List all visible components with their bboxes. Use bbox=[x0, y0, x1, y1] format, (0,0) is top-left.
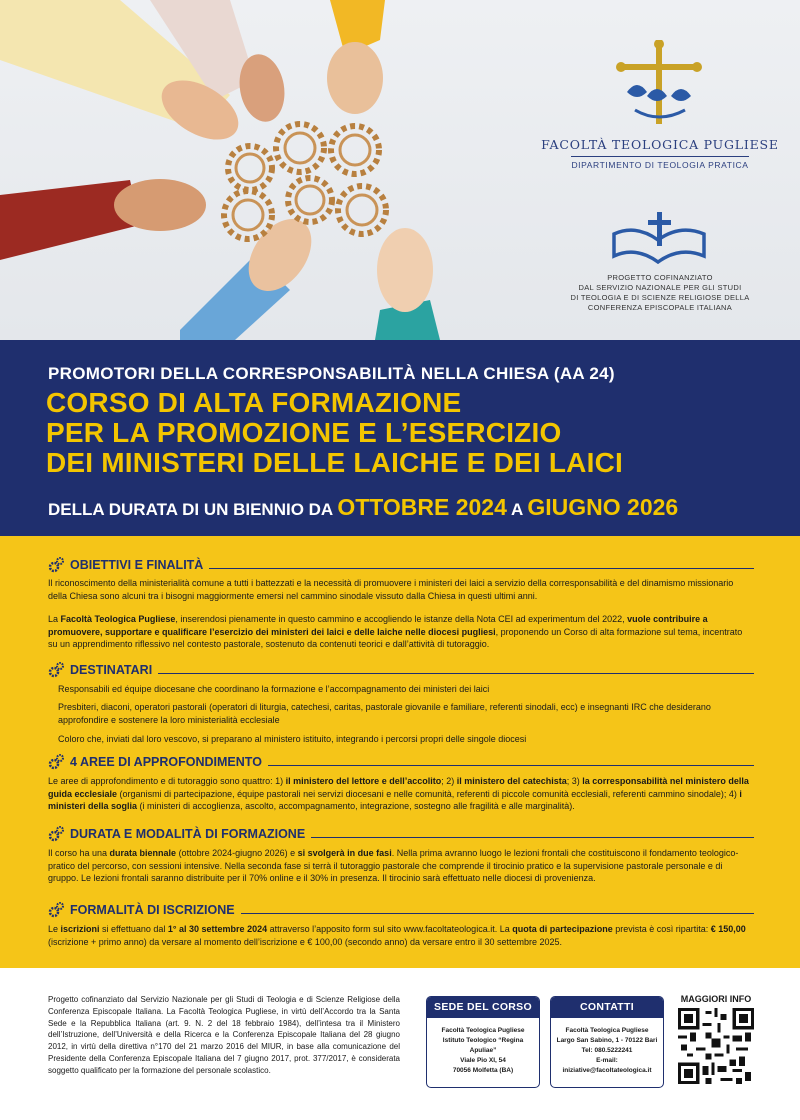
section-divider bbox=[158, 673, 754, 674]
destinatari-item: Presbiteri, diaconi, operatori pastorali (operatori di liturgia, catechesi, caritas, pastorale giovanile e familiare, referenti sinodali, ecc) e insegnanti IRC che desiderano approfondire e sostenere la loro ministerialità ecclesiale bbox=[58, 702, 711, 725]
destinatari-item: Responsabili ed équipe diocesane che coordinano la formazione e l’accompagnamento dei ministeri dei laici bbox=[58, 684, 490, 694]
project-logo bbox=[560, 212, 760, 313]
section-divider bbox=[209, 568, 754, 569]
contact-email[interactable]: E-mail: iniziative@facoltateologica.it bbox=[562, 1057, 652, 1074]
gears-icon bbox=[48, 902, 64, 918]
durata-paragraph: Il corso ha una durata biennale (ottobre 2024-giugno 2026) e si svolgerà in due fasi. Nella prima avranno luogo le lezioni frontali che costituiscono il fondamento teologico-pratico del percorso, con sessioni intensive. Nella seconda fase si terrà il tutoraggio pastorale che comprende il tirocinio pratico e la supervisione pastorale personale e di gruppo. Le lezioni frontali saranno distribuite per il 70% online e il 30% in presenza. Il tirocinio sarà effettuato nelle diocesi di provenienza. bbox=[48, 848, 739, 883]
section-header-aree: 4 AREE DI APPROFONDIMENTO bbox=[48, 754, 754, 770]
contatti-box bbox=[550, 996, 664, 1088]
qr-code-icon[interactable] bbox=[678, 1008, 754, 1084]
sede-title: SEDE DEL CORSO bbox=[427, 997, 539, 1018]
cross-doves-icon bbox=[605, 40, 715, 130]
gears-icon bbox=[48, 826, 64, 842]
gears-icon bbox=[48, 557, 64, 573]
faculty-logo bbox=[540, 40, 780, 173]
sede-address: Facoltà Teologica Pugliese Istituto Teologico “Regina Apuliae” Viale Pio XI, 54 70056 Molfetta (BA) bbox=[441, 1027, 525, 1074]
qr-label: MAGGIORI INFO bbox=[680, 994, 752, 1004]
page-title: CORSO DI ALTA FORMAZIONE PER LA PROMOZIONE E L’ESERCIZIO DEI MINISTERI DELLE LAICHE E DEI LAICI bbox=[46, 387, 623, 478]
section-header-destinatari: DESTINATARI bbox=[48, 662, 754, 678]
section-divider bbox=[311, 837, 754, 838]
section-header-iscrizione: FORMALITÀ DI ISCRIZIONE bbox=[48, 902, 754, 918]
gears-icon bbox=[48, 662, 64, 678]
destinatari-item: Coloro che, inviati dal loro vescovo, si preparano al ministero istituito, integrando i percorsi propri delle singole diocesi bbox=[58, 734, 527, 744]
section-divider bbox=[241, 913, 754, 914]
faculty-department: DIPARTIMENTO DI TEOLOGIA PRATICA bbox=[571, 156, 748, 170]
gears-icon bbox=[48, 754, 64, 770]
section-divider bbox=[268, 765, 754, 766]
contatti-details: Facoltà Teologica Pugliese Largo San Sabino, 1 - 70122 Bari Tel: 080.5222241 E-mail: iniziative@facoltateologica.it bbox=[556, 1027, 658, 1074]
sede-box bbox=[426, 996, 540, 1088]
project-text: PROGETTO COFINANZIATO DAL SERVIZIO NAZIONALE PER GLI STUDI DI TEOLOGIA E DI SCIENZE RELIGIOSE DELLA CONFERENZA EPISCOPALE ITALIANA bbox=[570, 273, 750, 312]
course-duration: DELLA DURATA DI UN BIENNIO DA OTTOBRE 2024 A GIUGNO 2026 bbox=[48, 494, 679, 520]
book-cross-icon bbox=[608, 212, 712, 264]
faculty-name: FACOLTÀ TEOLOGICA PUGLIESE bbox=[541, 137, 779, 152]
hands-gears-photo bbox=[0, 0, 520, 340]
subtitle: PROMOTORI DELLA CORRESPONSABILITÀ NELLA CHIESA (AA 24) bbox=[48, 364, 615, 383]
footer-legal-text: Progetto cofinanziato dal Servizio Nazionale per gli Studi di Teologia e di Scienze Religiose della Conferenza Episcopale Italiana. La Facoltà Teologica Pugliese, in virtù dell’Accordo tra la Santa Sede e la Repubblica Italiana (art. 9. N. 2 del 18 febbraio 1984), dell’intesa tra il Ministero dell’Istruzione, dell’Università e della Ricerca e la Conferenza Episcopale Italiana del 28 giugno 2012, in virtù della direttiva n°170 del 21 marzo 2016 del MIUR, in base alla comunicazione del Presidente della Conferenza Episcopale Italiana del 7 giugno 2017, prot. 377/2017, è considerata soggetto qualificato per la formazione del personale scolastico. bbox=[48, 995, 400, 1075]
contatti-title: CONTATTI bbox=[551, 997, 663, 1018]
section-header-obiettivi: OBIETTIVI E FINALITÀ bbox=[48, 557, 754, 573]
aree-paragraph: Le aree di approfondimento e di tutoraggio sono quattro: 1) il ministero del lettore e dell’accolito; 2) il ministero del catechista; 3) la corresponsabilità nel ministero della guida ecclesiale (organismi di partecipazione, équipe pastorali nei servizi diocesani e nelle comunità, referenti di piccole comunità ecclesiali, referenti cammino sinodale); 4) i ministeri della soglia (i ministeri di accoglienza, ascolto, accompagnamento, integrazione, sostegno alle fragilità e alle marginalità). bbox=[48, 776, 749, 811]
iscrizione-paragraph: Le iscrizioni si effettuano dal 1° al 30 settembre 2024 attraverso l’apposito form sul sito www.facoltateologica.it. La quota di partecipazione prevista è così ripartita: € 150,00 (iscrizione + primo anno) da versare al momento dell’iscrizione e € 100,00 (secondo anno) da versare entro il 30 settembre 2025. bbox=[48, 924, 746, 947]
obiettivi-paragraph-1: Il riconoscimento della ministerialità comune a tutti i battezzati e la necessità di promuovere i ministeri dei laici a servizio della corresponsabilità e del dinamismo missionario della Chiesa sono alcuni tra i bisogni maggiormente emersi nel cammino sinodale vissuto dalla Chiesa in questi ultimi anni. bbox=[48, 578, 734, 601]
section-header-durata: DURATA E MODALITÀ DI FORMAZIONE bbox=[48, 826, 754, 842]
obiettivi-paragraph-2: La Facoltà Teologica Pugliese, inserendosi pienamente in questo cammino e accogliendo le istanze della Nota CEI ad experimentum del 2022, vuole contribuire a promuovere, supportare e qualificare l’esercizio dei ministeri dei laici e delle laiche nelle diocesi pugliesi, proponendo un Corso di alta formazione sul tema, incentrato su un apprendimento riflessivo nel contesto pastorale, sostenuto da contenuti teorici e dall’attività di tutoraggio. bbox=[48, 614, 743, 649]
hero-banner bbox=[0, 0, 800, 340]
